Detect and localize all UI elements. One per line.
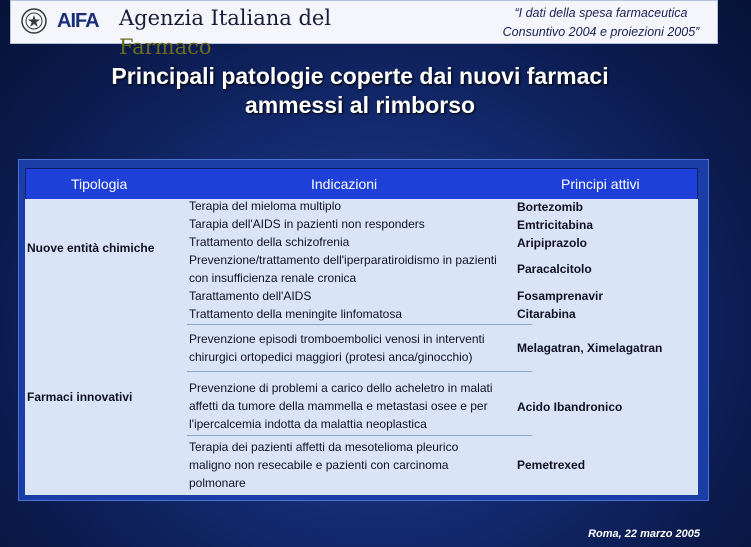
principio-attivo: Emtricitabina (517, 218, 594, 232)
principio-attivo: Aripiprazolo (517, 236, 588, 250)
republic-seal-icon (21, 8, 47, 34)
column-header-indicazioni: Indicazioni (311, 176, 378, 192)
indicazione-item: Prevenzione/trattamento dell'iperparatiroidismo in pazienti (189, 253, 497, 267)
report-caption (451, 4, 751, 42)
row-divider (187, 324, 532, 325)
report-caption-line1: “I dati della spesa farmaceutica (514, 6, 688, 20)
principio-attivo: Melagatran, Ximelagatran (517, 341, 663, 355)
indicazione-item: maligno non resecabile e pazienti con carcinoma (189, 458, 449, 472)
principio-attivo: Citarabina (517, 307, 576, 321)
principio-attivo: Pemetrexed (517, 458, 586, 472)
slide-title-line1: Principali patologie coperte dai nuovi farmaci (111, 63, 609, 89)
slide-title-line2: ammessi al rimborso (244, 92, 476, 118)
indicazione-item: Prevenzione di problemi a carico dello acheletro in malati (189, 381, 493, 395)
indicazione-item: con insufficienza renale cronica (189, 271, 357, 285)
indicazione-item: affetti da tumore della mammella e metastasi osee e per (189, 399, 488, 413)
indicazione-item: Terapia del mieloma multiplo (189, 199, 342, 213)
table-body (25, 199, 698, 495)
footer-date: Roma, 22 marzo 2005 (588, 528, 700, 540)
indicazione-item: chirurgici ortopedici maggiori (protesi anca/ginocchio) (189, 350, 473, 364)
column-header-tipologia: Tipologia (71, 176, 128, 192)
aifa-logo: AIFA (57, 10, 99, 32)
indicazione-item: Tarattamento dell'AIDS (189, 289, 312, 303)
slide-title (0, 62, 720, 120)
tipologia-farmaci-innovativi: Farmaci innovativi (27, 390, 133, 404)
table-header (25, 168, 698, 200)
indicazione-item: Tarapia dell'AIDS in pazienti non responders (189, 217, 425, 231)
indicazione-item: Trattamento della meningite linfomatosa (189, 307, 402, 321)
column-header-principi-attivi: Principi attivi (561, 176, 640, 192)
indicazione-item: Terapia dei pazienti affetti da mesotelioma pleurico (189, 440, 459, 454)
principio-attivo: Bortezomib (517, 200, 583, 214)
row-divider (187, 435, 532, 436)
principio-attivo: Fosamprenavir (517, 289, 604, 303)
indicazione-item: l'ipercalcemia indotta da malattia neoplastica (189, 417, 427, 431)
table-panel (18, 159, 709, 501)
report-caption-line2: Consuntivo 2004 e proiezioni 2005” (502, 25, 700, 39)
agency-name: Agenzia Italiana del (119, 6, 332, 30)
row-divider (187, 371, 532, 372)
header-bar (10, 0, 718, 59)
agency-name-continued: Farmaco (119, 35, 212, 59)
indicazione-item: Prevenzione episodi tromboembolici venosi in interventi (189, 332, 485, 346)
indicazione-item: polmonare (189, 476, 246, 490)
tipologia-nuove-entita: Nuove entità chimiche (27, 241, 155, 255)
principio-attivo: Paracalcitolo (517, 262, 592, 276)
indicazione-item: Trattamento della schizofrenia (189, 235, 350, 249)
principio-attivo: Acido Ibandronico (517, 400, 623, 414)
